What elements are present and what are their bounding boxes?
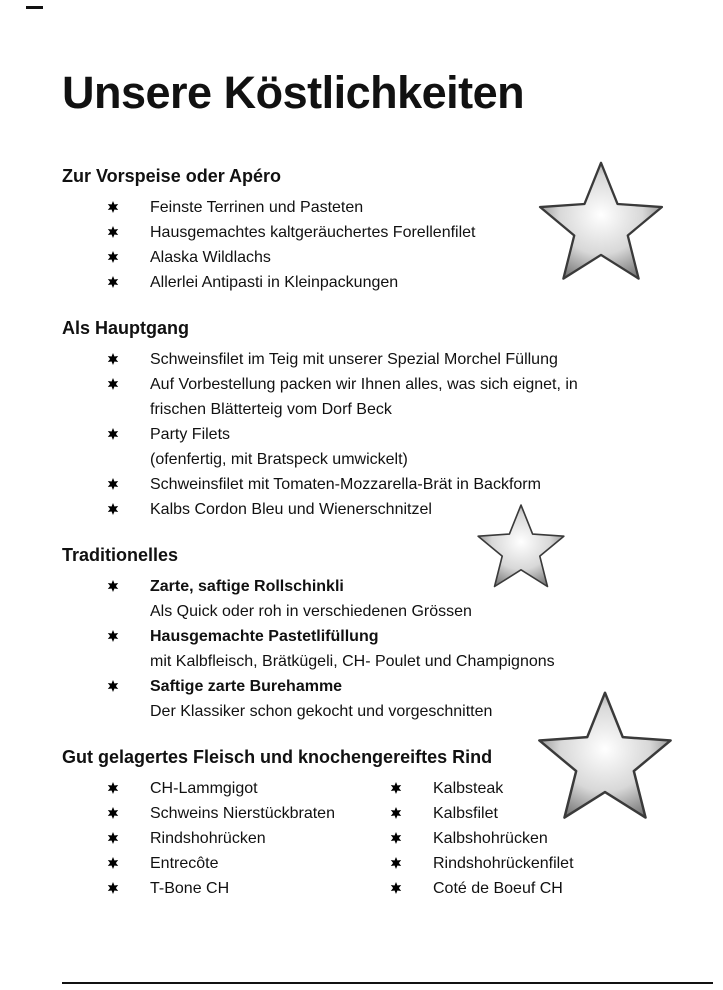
menu-item-text <box>150 422 408 472</box>
menu-item <box>107 826 390 851</box>
section-heading-vorspeise: Zur Vorspeise oder Apéro <box>62 166 282 186</box>
star-bullet-icon <box>107 580 119 592</box>
meat-column-right <box>390 776 665 901</box>
star-bullet-icon <box>390 882 402 894</box>
menu-item-detail: Als Quick oder roh in verschiedenen Grössen <box>150 603 472 620</box>
menu-item-text: CH-Lammgigot <box>150 780 258 797</box>
menu-item-detail: (ofenfertig, mit Bratspeck umwickelt) <box>150 451 408 468</box>
page-title: Unsere Köstlichkeiten <box>62 67 525 118</box>
menu-item <box>390 851 665 876</box>
meat-column-left <box>107 776 390 901</box>
menu-item-line: Party Filets <box>150 426 231 443</box>
menu-item-text: Schweins Nierstückbraten <box>150 805 335 822</box>
section-fleisch <box>62 746 665 901</box>
menu-item <box>390 826 665 851</box>
menu-item-text: Rindshohrückenfilet <box>433 855 574 872</box>
menu-item <box>107 497 665 522</box>
meat-columns <box>107 776 665 901</box>
menu-item <box>107 574 665 624</box>
menu-item-detail: mit Kalbfleisch, Brätkügeli, CH- Poulet und Champignons <box>150 653 555 670</box>
star-bullet-icon <box>107 428 119 440</box>
menu-item <box>390 801 665 826</box>
menu-item <box>390 876 665 901</box>
menu-item <box>390 776 665 801</box>
menu-item-text <box>150 372 578 422</box>
star-bullet-icon <box>107 353 119 365</box>
star-bullet-icon <box>390 832 402 844</box>
hauptgang-list <box>107 347 665 522</box>
star-bullet-icon <box>107 882 119 894</box>
menu-item <box>107 472 665 497</box>
menu-item-text: Kalbs Cordon Bleu und Wienerschnitzel <box>150 501 432 518</box>
menu-item <box>107 624 665 674</box>
menu-item <box>107 372 665 422</box>
star-bullet-icon <box>107 680 119 692</box>
star-bullet-icon <box>107 807 119 819</box>
star-bullet-icon <box>107 630 119 642</box>
star-bullet-icon <box>107 832 119 844</box>
menu-item-text <box>150 624 555 674</box>
menu-item-text: Schweinsfilet im Teig mit unserer Spezial Morchel Füllung <box>150 351 558 368</box>
star-bullet-icon <box>390 807 402 819</box>
star-bullet-icon <box>107 276 119 288</box>
menu-item <box>107 270 665 295</box>
star-bullet-icon <box>107 782 119 794</box>
menu-item-text: Rindshohrücken <box>150 830 266 847</box>
star-bullet-icon <box>107 378 119 390</box>
star-bullet-icon <box>390 782 402 794</box>
menu-item-text: Kalbsfilet <box>433 805 498 822</box>
star-bullet-icon <box>107 478 119 490</box>
section-heading-traditionelles: Traditionelles <box>62 545 179 565</box>
menu-item-text <box>150 574 472 624</box>
menu-item-text: Kalbshohrücken <box>433 830 548 847</box>
star-bullet-icon <box>107 226 119 238</box>
scan-artifact-mark <box>26 6 43 9</box>
menu-item <box>107 776 390 801</box>
menu-item-line: Auf Vorbestellung packen wir Ihnen alles, was sich eignet, in <box>150 376 578 393</box>
menu-item-text: Feinste Terrinen und Pasteten <box>150 199 364 216</box>
menu-item <box>107 195 665 220</box>
menu-item <box>107 801 390 826</box>
menu-item-text: Kalbsteak <box>433 780 504 797</box>
section-heading-fleisch: Gut gelagertes Fleisch und knochengereiftes Rind <box>62 747 493 767</box>
menu-item <box>107 220 665 245</box>
menu-item-detail: frischen Blätterteig vom Dorf Beck <box>150 401 392 418</box>
star-bullet-icon <box>107 251 119 263</box>
menu-item <box>107 674 665 724</box>
menu-item-detail: Der Klassiker schon gekocht und vorgeschnitten <box>150 703 493 720</box>
menu-item-text <box>150 674 492 724</box>
menu-item-text: Entrecôte <box>150 855 219 872</box>
vorspeise-list <box>107 195 665 295</box>
menu-item <box>107 347 665 372</box>
star-bullet-icon <box>107 857 119 869</box>
traditionelles-list <box>107 574 665 724</box>
menu-item-text: Schweinsfilet mit Tomaten-Mozzarella-Brät in Backform <box>150 476 541 493</box>
section-vorspeise <box>62 165 665 295</box>
bottom-rule <box>62 982 713 984</box>
menu-item-line: Zarte, saftige Rollschinkli <box>150 578 344 595</box>
menu-item-text: Hausgemachtes kaltgeräuchertes Forellenfilet <box>150 224 476 241</box>
menu-item <box>107 422 665 472</box>
menu-item-line: Hausgemachte Pastetlifüllung <box>150 628 379 645</box>
star-bullet-icon <box>390 857 402 869</box>
star-bullet-icon <box>107 503 119 515</box>
star-bullet-icon <box>107 201 119 213</box>
menu-item <box>107 876 390 901</box>
menu-item-text: Coté de Boeuf CH <box>433 880 563 897</box>
menu-item-text: T-Bone CH <box>150 880 230 897</box>
section-hauptgang <box>62 317 665 522</box>
menu-item-line: Saftige zarte Burehamme <box>150 678 343 695</box>
section-heading-hauptgang: Als Hauptgang <box>62 318 190 338</box>
menu-item <box>107 245 665 270</box>
menu-item-text: Alaska Wildlachs <box>150 249 271 266</box>
menu-item <box>107 851 390 876</box>
section-traditionelles <box>62 544 665 724</box>
menu-item-text: Allerlei Antipasti in Kleinpackungen <box>150 274 399 291</box>
